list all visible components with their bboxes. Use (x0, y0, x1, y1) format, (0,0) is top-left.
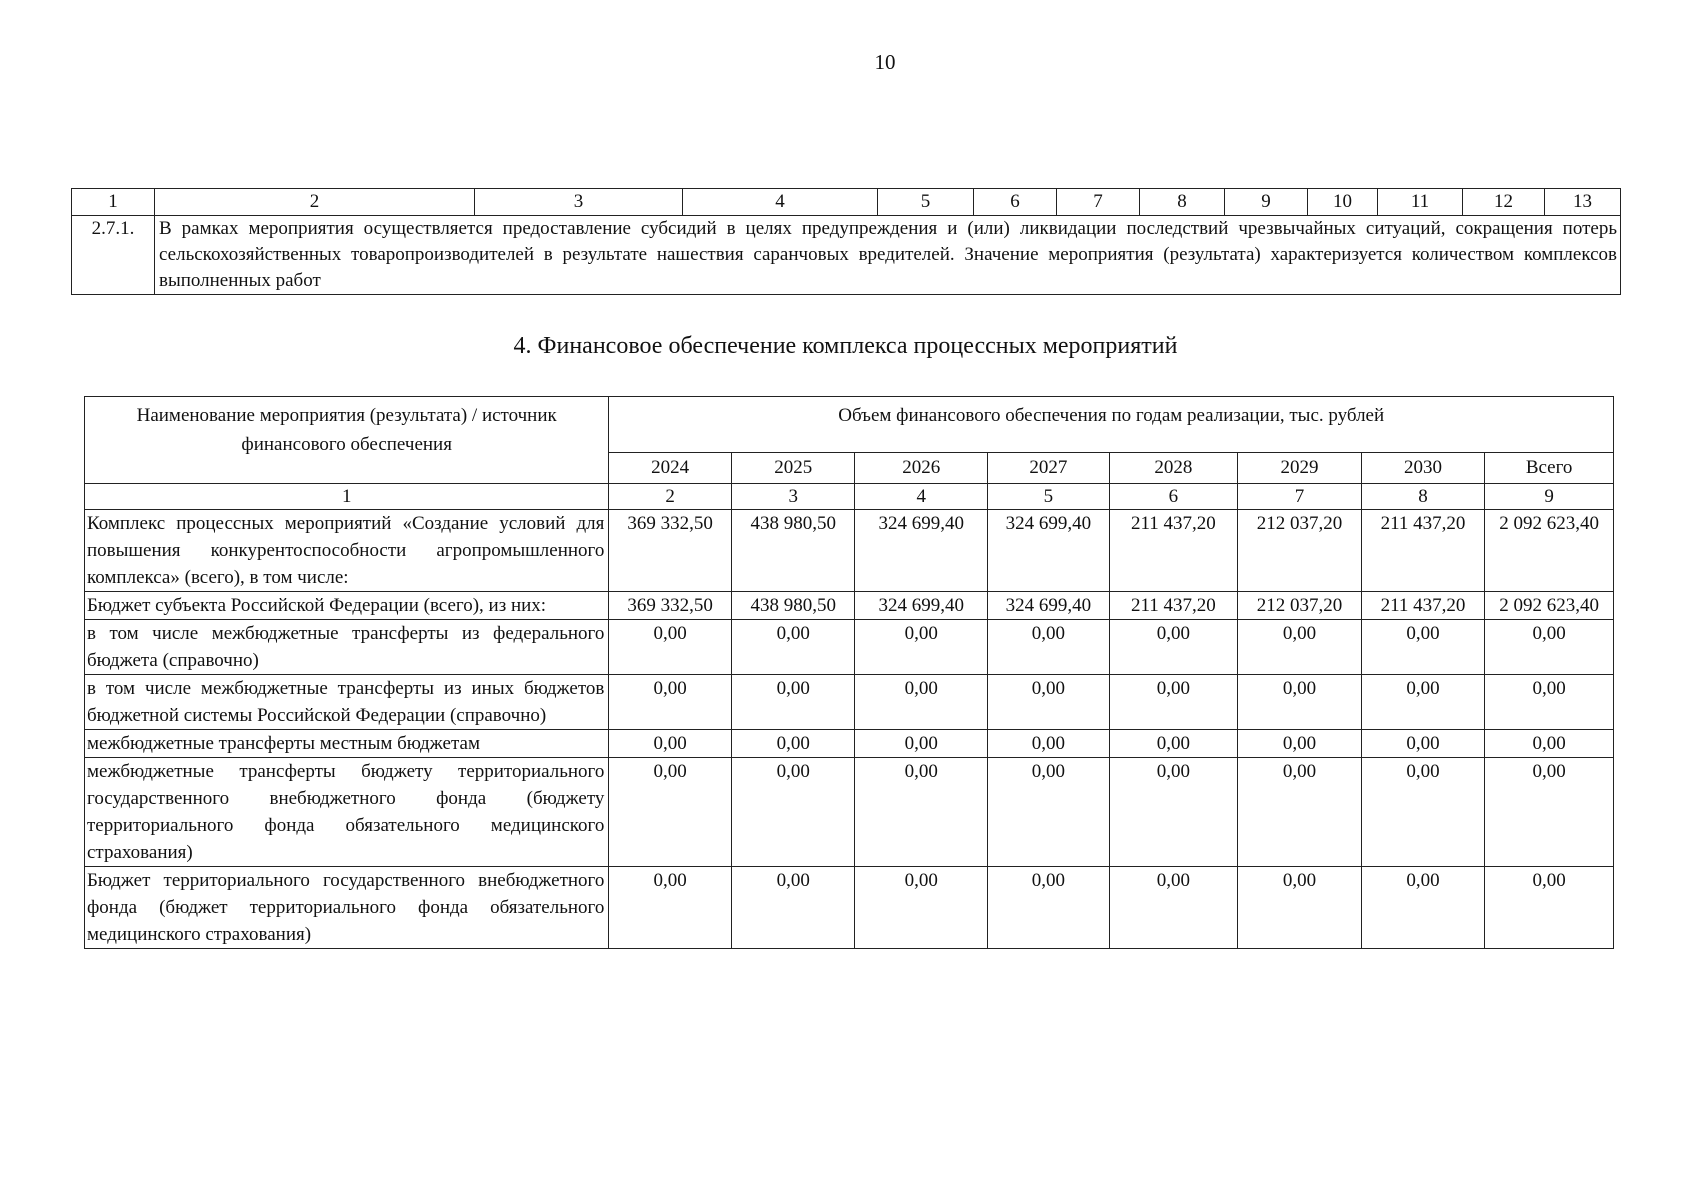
value-cell: 324 699,40 (988, 592, 1110, 620)
value-cell: 0,00 (855, 758, 988, 867)
row-name: в том числе межбюджетные трансферты из иных бюджетов бюджетной системы Российской Федерации (справочно) (85, 675, 609, 730)
value-cell: 438 980,50 (731, 592, 855, 620)
value-cell: 438 980,50 (731, 510, 855, 592)
column-index: 2 (609, 484, 732, 510)
total-cell: 2 092 623,40 (1485, 510, 1614, 592)
column-index: 5 (878, 189, 974, 216)
table-row (85, 620, 1614, 675)
value-cell: 0,00 (609, 867, 732, 949)
value-cell: 0,00 (1361, 620, 1485, 675)
value-cell: 0,00 (731, 758, 855, 867)
value-cell: 369 332,50 (609, 510, 732, 592)
value-cell: 0,00 (1109, 620, 1238, 675)
value-cell: 0,00 (855, 620, 988, 675)
header-row (85, 397, 1614, 453)
value-cell: 0,00 (1238, 758, 1362, 867)
row-name: Бюджет территориального государственного внебюджетного фонда (бюджет территориального фонда обязательного медицинского страхования) (85, 867, 609, 949)
section-title: 4. Финансовое обеспечение комплекса процессных мероприятий (513, 333, 1178, 359)
column-index: 10 (1308, 189, 1378, 216)
total-cell: 0,00 (1485, 620, 1614, 675)
value-cell: 0,00 (609, 758, 732, 867)
column-index: 1 (72, 189, 155, 216)
value-cell: 0,00 (609, 620, 732, 675)
column-index: 4 (855, 484, 988, 510)
column-index: 7 (1057, 189, 1140, 216)
total-cell: 2 092 623,40 (1485, 592, 1614, 620)
column-index: 11 (1378, 189, 1463, 216)
row-description: В рамках мероприятия осуществляется предоставление субсидий в целях предупреждения и (или) ликвидации последствий чрезвычайных ситуаций, сокращения потерь сельскохозяйственных товаропроизводителей в результате нашествия саранчовых вредителей. Значение мероприятия (результата) характеризуется количеством комплексов выполненных работ (155, 216, 1621, 295)
value-cell: 0,00 (1238, 675, 1362, 730)
year-header: 2025 (731, 453, 855, 484)
value-cell: 0,00 (988, 867, 1110, 949)
row-name: межбюджетные трансферты бюджету территориального государственного внебюджетного фонда (бюджету территориального фонда обязательного медицинского страхования) (85, 758, 609, 867)
value-cell: 0,00 (609, 730, 732, 758)
column-index: 6 (974, 189, 1057, 216)
value-cell: 0,00 (731, 675, 855, 730)
value-cell: 0,00 (1109, 867, 1238, 949)
value-cell: 0,00 (855, 730, 988, 758)
value-cell: 212 037,20 (1238, 592, 1362, 620)
volume-header: Объем финансового обеспечения по годам реализации, тыс. рублей (609, 397, 1614, 453)
value-cell: 324 699,40 (988, 510, 1110, 592)
column-index: 8 (1361, 484, 1485, 510)
value-cell: 211 437,20 (1361, 592, 1485, 620)
page-number: 10 (874, 50, 896, 74)
year-header: 2027 (988, 453, 1110, 484)
row-id: 2.7.1. (72, 216, 155, 295)
table-row (85, 675, 1614, 730)
value-cell: 0,00 (988, 675, 1110, 730)
value-cell: 0,00 (609, 675, 732, 730)
value-cell: 0,00 (731, 867, 855, 949)
value-cell: 0,00 (1361, 758, 1485, 867)
value-cell: 324 699,40 (855, 592, 988, 620)
value-cell: 0,00 (855, 867, 988, 949)
value-cell: 0,00 (731, 620, 855, 675)
column-index: 9 (1225, 189, 1308, 216)
year-header: 2028 (1109, 453, 1238, 484)
year-header: 2026 (855, 453, 988, 484)
name-column-header: Наименование мероприятия (результата) / источник финансового обеспечения (85, 397, 609, 484)
table-row (85, 758, 1614, 867)
value-cell: 212 037,20 (1238, 510, 1362, 592)
table-row (72, 216, 1621, 295)
column-index: 6 (1109, 484, 1238, 510)
value-cell: 0,00 (1109, 730, 1238, 758)
column-index: 3 (731, 484, 855, 510)
value-cell: 0,00 (855, 675, 988, 730)
total-cell: 0,00 (1485, 867, 1614, 949)
row-name: Комплекс процессных мероприятий «Создание условий для повышения конкурентоспособности агропромышленного комплекса» (всего), в том числе: (85, 510, 609, 592)
value-cell: 324 699,40 (855, 510, 988, 592)
column-index-row (85, 484, 1614, 510)
value-cell: 0,00 (1361, 730, 1485, 758)
row-name: межбюджетные трансферты местным бюджетам (85, 730, 609, 758)
value-cell: 0,00 (1238, 620, 1362, 675)
column-index: 4 (683, 189, 878, 216)
value-cell: 0,00 (988, 730, 1110, 758)
table-row (85, 510, 1614, 592)
total-header: Всего (1485, 453, 1614, 484)
value-cell: 0,00 (1361, 867, 1485, 949)
column-index: 13 (1545, 189, 1621, 216)
financing-rows (85, 510, 1614, 949)
column-index: 9 (1485, 484, 1614, 510)
table-row (85, 730, 1614, 758)
value-cell: 0,00 (1238, 867, 1362, 949)
value-cell: 211 437,20 (1109, 592, 1238, 620)
column-index: 2 (155, 189, 475, 216)
year-header: 2030 (1361, 453, 1485, 484)
financing-table (84, 396, 1614, 949)
year-header: 2029 (1238, 453, 1362, 484)
total-cell: 0,00 (1485, 730, 1614, 758)
value-cell: 211 437,20 (1361, 510, 1485, 592)
row-name: Бюджет субъекта Российской Федерации (всего), из них: (85, 592, 609, 620)
table-row (85, 592, 1614, 620)
column-index-row (72, 189, 1621, 216)
column-index: 3 (475, 189, 683, 216)
year-header: 2024 (609, 453, 732, 484)
value-cell: 0,00 (731, 730, 855, 758)
value-cell: 0,00 (1361, 675, 1485, 730)
column-index: 8 (1140, 189, 1225, 216)
column-index: 12 (1463, 189, 1545, 216)
value-cell: 369 332,50 (609, 592, 732, 620)
column-index: 5 (988, 484, 1110, 510)
total-cell: 0,00 (1485, 758, 1614, 867)
continuation-table (71, 188, 1621, 295)
row-name: в том числе межбюджетные трансферты из федерального бюджета (справочно) (85, 620, 609, 675)
value-cell: 0,00 (988, 620, 1110, 675)
total-cell: 0,00 (1485, 675, 1614, 730)
table-row (85, 867, 1614, 949)
value-cell: 0,00 (1109, 758, 1238, 867)
value-cell: 0,00 (988, 758, 1110, 867)
column-index: 1 (85, 484, 609, 510)
value-cell: 0,00 (1109, 675, 1238, 730)
value-cell: 211 437,20 (1109, 510, 1238, 592)
column-index: 7 (1238, 484, 1362, 510)
value-cell: 0,00 (1238, 730, 1362, 758)
